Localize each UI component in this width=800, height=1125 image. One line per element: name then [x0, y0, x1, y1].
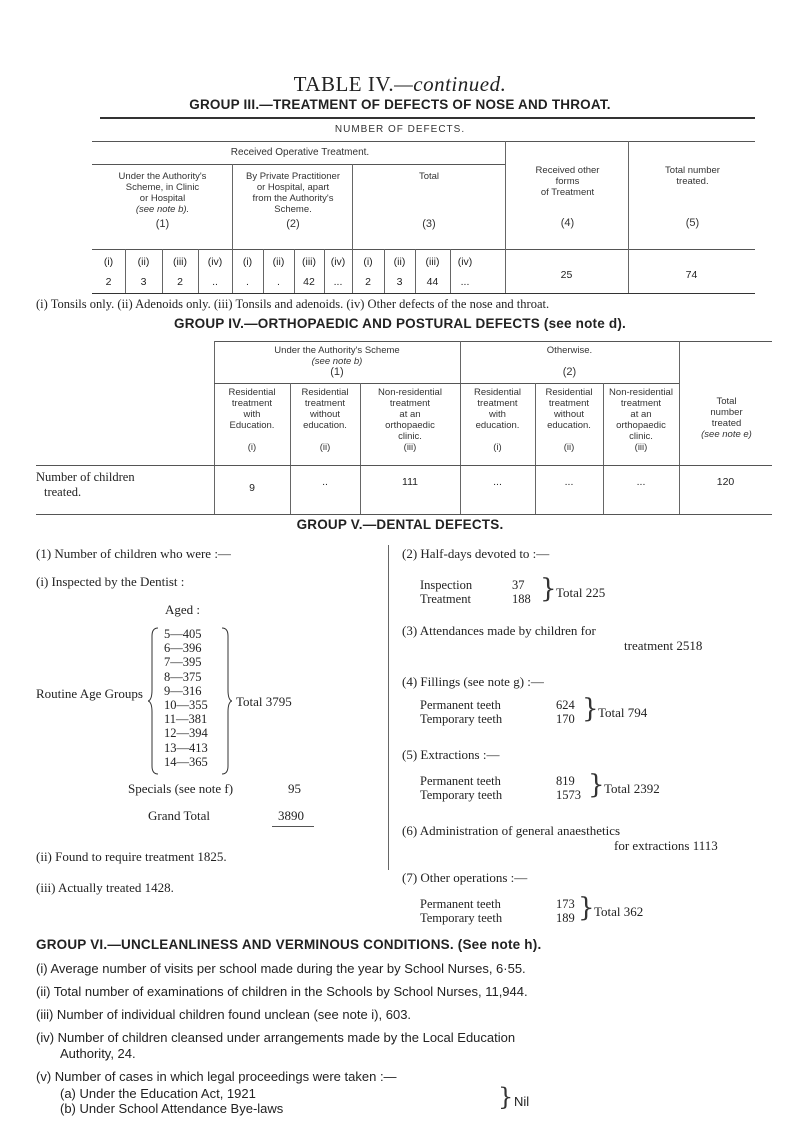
table-cell: 42 — [303, 276, 315, 288]
group6-heading: GROUP VI.—UNCLEANLINESS AND VERMINOUS CONDITIONS. (See note h). — [36, 937, 542, 952]
table-cell: .. — [212, 276, 218, 288]
page-title: TABLE IV.—continued. — [293, 72, 507, 96]
row-label: Number of children treated. — [36, 470, 135, 499]
left-brace — [148, 626, 160, 776]
brace: } — [540, 574, 557, 604]
total-treated-header: Total number treated (see note e) — [701, 396, 752, 440]
brace: } — [588, 770, 605, 800]
brace: } — [582, 694, 599, 724]
group3-heading: GROUP III.—TREATMENT OF DEFECTS OF NOSE AND THROAT. — [189, 97, 611, 112]
table-cell: 120 — [716, 476, 735, 488]
g4-col-1: Residential treatment with Education. (i) — [228, 387, 276, 453]
table-cell: ... — [460, 276, 470, 288]
right-brace — [220, 626, 232, 776]
brace: } — [578, 893, 595, 923]
g4-col-2: Residential treatment without education. (ii) — [301, 387, 349, 453]
table-cell: 9 — [249, 482, 255, 494]
table-cell: ... — [333, 276, 343, 288]
col5-header: Total number treated. (5) — [665, 165, 720, 229]
group5-heading: GROUP V.—DENTAL DEFECTS. — [296, 517, 504, 532]
table-cell: 3 — [396, 276, 403, 288]
table-cell: 2 — [177, 276, 183, 288]
group3-subheading: NUMBER OF DEFECTS. — [334, 124, 466, 135]
table-cell: . — [277, 276, 280, 288]
table-cell: ... — [493, 476, 502, 488]
table-cell: 44 — [426, 276, 439, 288]
otherwise-header: Otherwise. (2) — [546, 345, 593, 378]
table-cell: . — [246, 276, 249, 288]
g4-col-4: Residential treatment with education. (i) — [474, 387, 521, 453]
g4-col-5: Residential treatment without education. (ii) — [545, 387, 593, 453]
routine-age-groups-label: Routine Age Groups — [36, 686, 143, 701]
table-cell: 2 — [365, 276, 371, 288]
group4-heading: GROUP IV.—ORTHOPAEDIC AND POSTURAL DEFECTS (see note d). — [174, 316, 626, 331]
table-cell: 25 — [560, 269, 573, 281]
group3-footnote: (i) Tonsils only. (ii) Adenoids only. (iii) Tonsils and adenoids. (iv) Other defects of the nose and throat. — [36, 297, 550, 311]
divider — [100, 117, 755, 119]
table-cell: .. — [322, 476, 328, 488]
received-operative-label: Received Operative Treatment. — [230, 147, 370, 158]
table-cell: 74 — [685, 269, 698, 281]
table-cell: ... — [564, 476, 574, 488]
under-authority-header: Under the Authority's Scheme (see note b) (1) — [274, 345, 400, 378]
g4-col-6: Non-residential treatment at an orthopaedic clinic. (iii) — [609, 387, 673, 453]
col4-header: Received other forms of Treatment (4) — [535, 165, 600, 229]
table-cell: 111 — [402, 476, 418, 488]
col3-header: Total (3) — [418, 171, 440, 230]
g4-col-3: Non-residential treatment at an orthopaedic clinic. (iii) — [378, 387, 442, 453]
table-cell: 3 — [140, 276, 147, 288]
routine-total: Total 3795 — [236, 694, 292, 709]
table-cell: ... — [636, 476, 646, 488]
table-cell: 2 — [105, 276, 112, 288]
col2-header: By Private Practitioner or Hospital, apart from the Authority's Scheme. (2) — [246, 171, 340, 230]
age-list: 5—405 6—396 7—395 8—375 9—316 10—355 11—381 12—394 13—413 14—365 — [164, 627, 208, 769]
col1-header: Under the Authority's Scheme, in Clinic or Hospital (see note b). (1) — [118, 171, 207, 230]
brace: } — [498, 1083, 514, 1111]
column-divider — [388, 545, 389, 870]
